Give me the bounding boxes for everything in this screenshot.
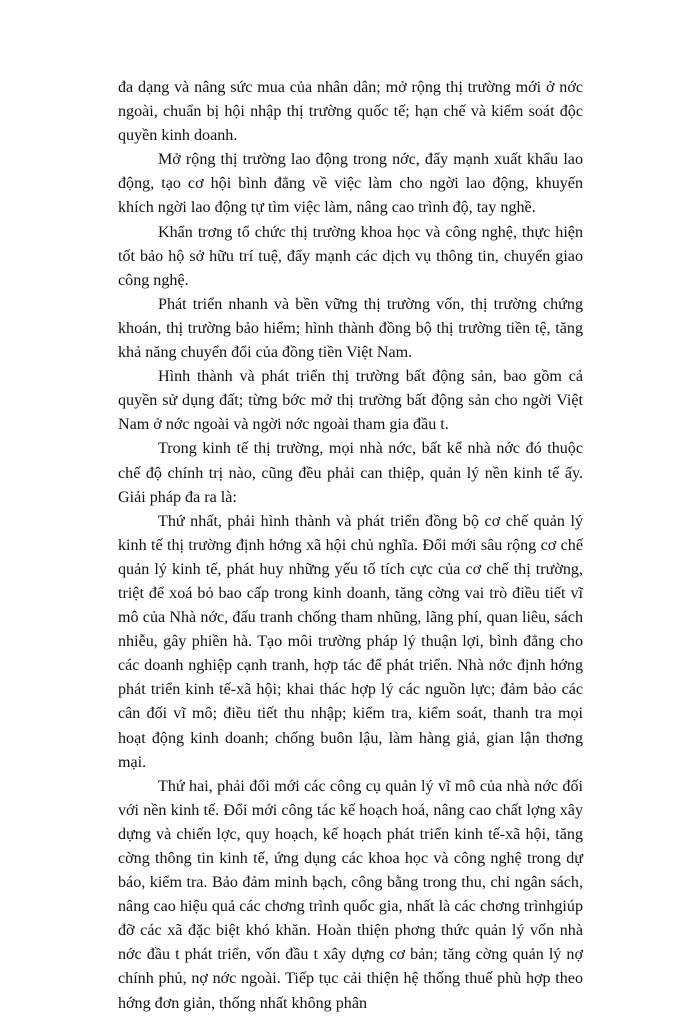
paragraph-5: Hình thành và phát triển thị trường bất động sản, bao gồm cả quyền sử dụng đất; từng bớc mở thị trường bất động sản cho ngời Việt Nam ở nớc ngoài và ngời nớc ngoài tham gia đầu t. [118, 368, 583, 434]
paragraph-8: Thứ hai, phải đổi mới các công cụ quản lý vĩ mô của nhà nớc đối với nền kinh tế. Đổi mới công tác kế hoạch hoá, nâng cao chất lợng xây dựng và chiến lợc, quy hoạch, kế hoạch phát triển kinh tế-xã hội, tăng cờng thông tin kinh tế, ứng dụng các khoa học và công nghệ trong dự báo, kiểm tra. Bảo đảm minh bạch, công bằng trong thu, chi ngân sách, nâng cao hiệu quả các chơng trình quốc gia, nhất là các chơng trìnhgiúp đỡ các xã đặc biệt khó khăn. Hoàn thiện phơng thức quản lý vốn nhà nớc đầu t phát triển, vốn đầu t xây dựng cơ bản; tăng cờng quản lý nợ chính phủ, nợ nớc ngoài. Tiếp tục cải thiện hệ thống thuế phù hợp theo hớng đơn giản, thống nhất không phân [118, 777, 583, 1012]
document-body [118, 76, 583, 1016]
paragraph-2: Mở rộng thị trường lao động trong nớc, đẩy mạnh xuất khẩu lao động, tạo cơ hội bình đẳng về việc làm cho ngời lao động, khuyến khích ngời lao động tự tìm việc làm, nâng cao trình độ, tay nghề. [118, 151, 583, 217]
paragraph-4: Phát triển nhanh và bền vững thị trường vốn, thị trường chứng khoán, thị trường bảo hiểm; hình thành đồng bộ thị trường tiền tệ, tăng khả năng chuyển đổi của đồng tiền Việt Nam. [118, 295, 583, 362]
paragraph-6: Trong kinh tế thị trường, mọi nhà nớc, bất kể nhà nớc đó thuộc chế độ chính trị nào, cũng đều phải can thiệp, quản lý nền kinh tế ấy. Giải pháp đa ra là: [118, 440, 583, 506]
paragraph-1: đa dạng và nâng sức mua của nhân dân; mở rộng thị trường mới ở nớc ngoài, chuẩn bị hội nhập thị trường quốc tế; hạn chế và kiểm soát độc quyền kinh doanh. [118, 79, 583, 145]
paragraph-7: Thứ nhất, phải hình thành và phát triển đồng bộ cơ chế quản lý kinh tế thị trường định hớng xã hội chủ nghĩa. Đổi mới sâu rộng cơ chế quản lý kinh tế, phát huy những yếu tố tích cực của cơ chế thị trường, triệt để xoá bỏ bao cấp trong kinh doanh, tăng cờng vai trò điều tiết vĩ mô của Nhà nớc, đấu tranh chống tham nhũng, lãng phí, quan liêu, sách nhiễu, gây phiền hà. Tạo môi trường pháp lý thuận lợi, bình đẳng cho các doanh nghiệp cạnh tranh, hợp tác để phát triển. Nhà nớc định hớng phát triển kinh tế-xã hội; khai thác hợp lý các nguồn lực; đảm bảo các cân đối vĩ mô; điều tiết thu nhập; kiểm tra, kiểm soát, thanh tra mọi hoạt động kinh doanh; chống buôn lậu, làm hàng giả, gian lận thơng mại. [118, 512, 583, 771]
paragraph-3: Khẩn trơng tổ chức thị trường khoa học và công nghệ, thực hiện tốt bảo hộ sở hữu trí tuệ, đẩy mạnh các dịch vụ thông tin, chuyển giao công nghệ. [118, 223, 583, 289]
